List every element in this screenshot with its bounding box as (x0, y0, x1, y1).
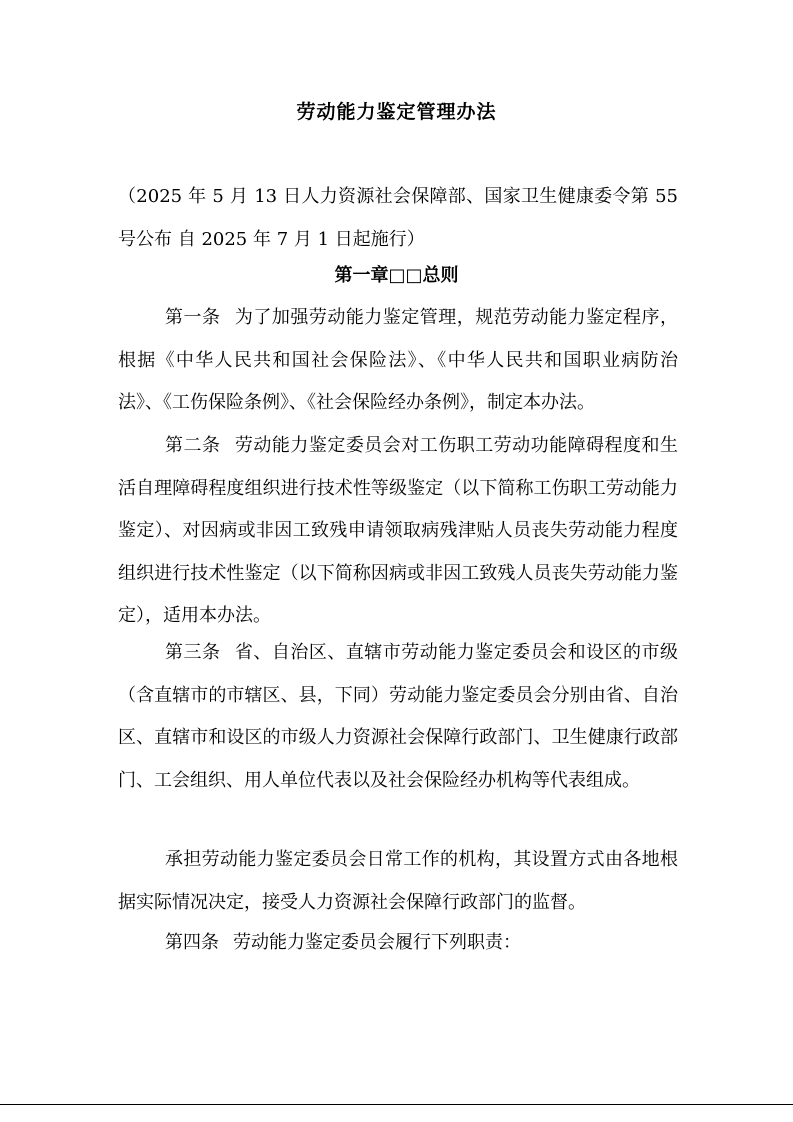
article-text: 为了加强劳动能力鉴定管理，规范劳动能力鉴定程序，根据《中华人民共和国社会保险法》、《中华人民共和国职业病防治法》、《工伤保险条例》、《社会保险经办条例》，制定本办法。 (118, 307, 679, 413)
document-title: 劳动能力鉴定管理办法 (296, 101, 497, 123)
article-label: 第二条 (165, 435, 221, 456)
page-bottom-divider (0, 1104, 793, 1105)
article-4 (118, 922, 678, 965)
article-label: 第一条 (165, 307, 221, 328)
article-label: 第三条 (165, 642, 221, 663)
article-1 (118, 297, 678, 425)
chapter-heading: 第一章□□总则 (334, 265, 459, 286)
article-text: 劳动能力鉴定委员会对工伤职工劳动功能障碍程度和生活自理障碍程度组织进行技术性等级鉴定（以下简称工伤职工劳动能力鉴定）、对因病或非因工致残申请领取病残津贴人员丧失劳动能力程度组织进行技术性鉴定（以下简称因病或非因工致残人员丧失劳动能力鉴定），适用本办法。 (118, 435, 679, 626)
article-text: 承担劳动能力鉴定委员会日常工作的机构，其设置方式由各地根据实际情况决定，接受人力资源社会保障行政部门的监督。 (118, 849, 678, 913)
article-label: 第四条 (165, 932, 219, 953)
article-3 (118, 632, 678, 802)
article-3-paragraph-2 (118, 839, 678, 924)
document-preamble: （2025 年 5 月 13 日人力资源社会保障部、国家卫生健康委令第 55 号公布 自 2025 年 7 月 1 日起施行） (118, 186, 678, 250)
article-2 (118, 425, 678, 638)
article-text: 劳动能力鉴定委员会履行下列职责： (233, 932, 521, 953)
article-text: 省、自治区、直辖市劳动能力鉴定委员会和设区的市级（含直辖市的市辖区、县，下同）劳动能力鉴定委员会分别由省、自治区、直辖市和设区的市级人力资源社会保障行政部门、卫生健康行政部门、工会组织、用人单位代表以及社会保险经办机构等代表组成。 (118, 642, 679, 791)
